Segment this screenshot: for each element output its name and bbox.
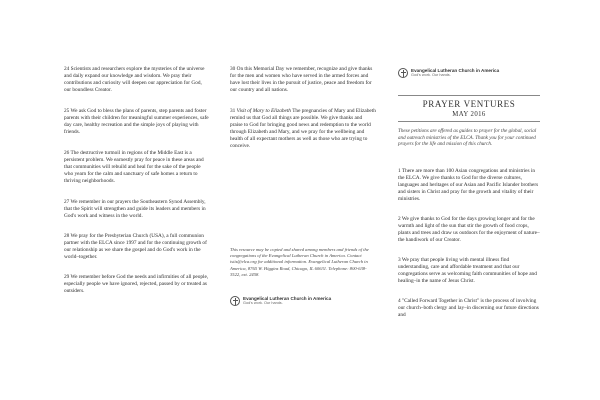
petition-number: 2 xyxy=(398,216,401,222)
petition-number: 30 xyxy=(230,66,236,72)
petition-text: The pregnancies of Mary and Elizabeth remind us that God all things are possible. We give thanks and praise to God for bringing good news and redemption to the world through Elizabeth and Mary, and we pray for the wellbeing and health of all expectant mothers as well as those who are trying to conceive. xyxy=(230,108,376,149)
page-subtitle: MAY 2016 xyxy=(452,111,486,118)
petition-29 xyxy=(64,274,210,295)
logo-name: Evangelical Lutheran Church in America xyxy=(411,68,500,74)
petition-number: 24 xyxy=(64,66,70,72)
petition-text: We give thanks to God for the days growing longer and for the warmth and light of the sun that stir the growth of food crops, plants and trees and draw us outdoors for the enjoyment of nature–the handiwork of our Creator. xyxy=(398,216,540,243)
logo-name: Evangelical Lutheran Church in America xyxy=(243,296,332,302)
petition-number: 31 xyxy=(230,108,236,114)
title-rule-top xyxy=(398,95,540,96)
petition-3 xyxy=(398,257,540,285)
title-rule-bottom xyxy=(398,121,540,122)
petition-number: 28 xyxy=(64,233,70,239)
petition-24 xyxy=(64,66,210,94)
petition-text: "Called Forward Together in Christ" is the process of involving our church–both clergy and lay–in discerning our future directions and xyxy=(398,298,539,318)
page-title: PRAYER VENTURES xyxy=(422,99,516,109)
elca-logo-bottom xyxy=(230,296,331,306)
feast-title: Visit of Mary to Elizabeth xyxy=(235,108,291,114)
petition-text: Scientists and researchers explore the mysteries of the universe and daily expand our knowledge and wisdom. We pray their contributions and curiosity will deepen our appreciation for God, our boundless Creator. xyxy=(64,66,205,93)
petition-number: 29 xyxy=(64,274,70,280)
petition-text: We pray for the Presbyterian Church (USA), a full communion partner with the ELCA since 1997 and for the continuing growth of our relationship as we share the gospel and do God's work in the world–together. xyxy=(64,233,207,260)
petition-number: 25 xyxy=(64,108,70,114)
petition-text: We remember before God the needs and infirmities of all people, especially people we have ignored, rejected, passed by or treated as outsiders. xyxy=(64,274,209,294)
copyright-note: This resource may be copied and shared among members and friends of the congregations of the Evangelical Lutheran Church in America. Contact isiis@elca.org for additional information. Evangelical Lutheran Church in America, 8765 W. Higgins Road, Chicago, IL 60631. Telephone: 800-638-3522, ext. 2458. xyxy=(230,247,369,277)
logo-tagline: God's work. Our hands. xyxy=(411,73,451,78)
petition-4 xyxy=(398,298,540,319)
elca-cross-icon xyxy=(398,68,408,78)
logo-tagline: God's work. Our hands. xyxy=(243,301,283,306)
petition-number: 3 xyxy=(398,257,401,263)
petition-1 xyxy=(398,168,540,203)
petition-28 xyxy=(64,233,210,261)
intro-text: These petitions are offered as guides to prayer for the global, social and outreach ministries of the ELCA. Thank you for your continued prayers for the life and mission of this church. xyxy=(398,128,537,148)
petition-text: We remember in our prayers the Southeastern Synod Assembly, that the Spirit will strengthen and guide its leaders and members in God's work and witness in the world. xyxy=(64,199,206,219)
petition-30 xyxy=(230,66,376,94)
elca-cross-icon xyxy=(230,296,240,306)
petition-text: We pray that people living with mental illness find understanding, care and affordable treatment and that our congregations serve as welcoming faith communities of hope and healing–in the name of Jesus Christ. xyxy=(398,257,537,284)
elca-logo-top xyxy=(398,68,499,78)
petition-text: The destructive turmoil in regions of the Middle East is a persistent problem. We earnestly pray for peace in these areas and that communities will rebuild and heal for the sake of the people who yearn for the calm and sanctuary of safe homes a return to thriving neighborhoods. xyxy=(64,150,204,184)
petition-text: On this Memorial Day we remember, recognize and give thanks for the men and women who have served in the armed forces and have lost their lives in the pursuit of justice, peace and freedom for our country and all nations. xyxy=(230,66,373,93)
petition-number: 26 xyxy=(64,150,70,156)
petition-number: 27 xyxy=(64,199,70,205)
petition-number: 4 xyxy=(398,298,401,304)
petition-27 xyxy=(64,199,210,220)
petition-text: We ask God to bless the plans of parents, step parents and foster parents with their children for meaningful summer experiences, safe day care, healthy recreation and the simple joys of playing with friends. xyxy=(64,108,209,135)
petition-25 xyxy=(64,108,210,136)
petition-number: 1 xyxy=(398,168,401,174)
petition-2 xyxy=(398,216,540,244)
petition-26 xyxy=(64,150,210,185)
petition-31 xyxy=(230,108,376,150)
petition-text: There are more than 100 Asian congregations and ministries in the ELCA. We give thanks to God for the diverse cultures, languages and heritages of our Asian and Pacific Islander brothers and sisters in Christ and pray for the growth and vitality of their ministries. xyxy=(398,168,539,202)
title-block xyxy=(398,95,540,122)
